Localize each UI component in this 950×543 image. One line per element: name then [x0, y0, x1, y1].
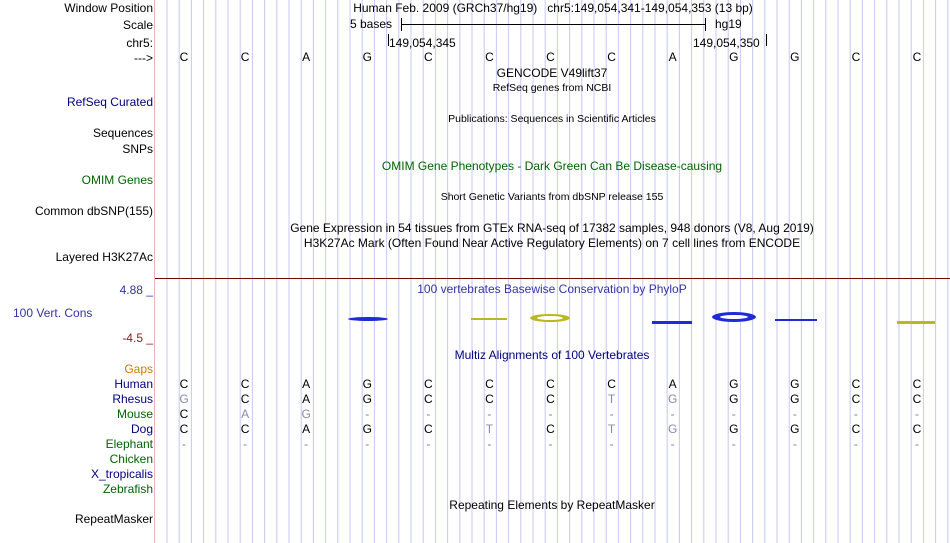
alignment-base: G — [667, 422, 678, 436]
strand-label[interactable]: ---> — [134, 51, 153, 65]
alignment-base: - — [731, 407, 736, 421]
omim-genes-label[interactable]: OMIM Genes — [81, 173, 153, 187]
conservation-label[interactable]: 100 Vert. Cons — [13, 306, 93, 320]
alignment-base: - — [426, 407, 431, 421]
alignment-base: G — [729, 377, 739, 391]
alignment-base: - — [792, 437, 797, 451]
phylop-min-label: -4.5 _ — [122, 331, 153, 345]
coord-right-tick — [766, 34, 767, 46]
gtex-track-title: Gene Expression in 54 tissues from GTEx RNA-seq of 17382 samples, 948 donors (V8, Aug 2019) — [290, 221, 814, 235]
h3k27-track-title: H3K27Ac Mark (Often Found Near Active Regulatory Elements) on 7 cell lines from ENCODE — [303, 236, 801, 250]
assembly-position-text: Human Feb. 2009 (GRCh37/hg19) chr5:149,054,341-149,054,353 (13 bp) — [353, 1, 753, 15]
alignment-base: - — [487, 407, 492, 421]
repeatmasker-track-title: Repeating Elements by RepeatMasker — [449, 498, 655, 512]
alignment-base: - — [670, 407, 675, 421]
alignment-base: C — [485, 377, 494, 391]
alignment-base: C — [851, 377, 861, 391]
alignment-base: - — [853, 407, 858, 421]
scale-bar-tick-left — [401, 18, 402, 31]
alignment-base: - — [670, 437, 675, 451]
scale-bar-tick-right — [705, 18, 706, 31]
alignment-base: C — [423, 392, 433, 406]
logo-c-3-inner — [537, 316, 563, 320]
snps-label[interactable]: SNPs — [122, 142, 153, 156]
coord-left: 149,054,345 — [389, 36, 456, 50]
alignment-base: G — [790, 392, 800, 406]
reference-base: C — [240, 50, 250, 64]
species-label-human[interactable]: Human — [114, 377, 153, 391]
reference-base: C — [607, 50, 616, 64]
alignment-base: G — [790, 377, 800, 391]
reference-base: C — [485, 50, 494, 64]
alignment-base: G — [729, 422, 739, 436]
alignment-base: C — [240, 392, 250, 406]
multiz-track-title: Multiz Alignments of 100 Vertebrates — [454, 348, 650, 362]
species-label-elephant[interactable]: Elephant — [105, 437, 153, 451]
reference-base: G — [362, 50, 372, 64]
logo-bar-4 — [652, 321, 692, 324]
dbsnp-label[interactable]: Common dbSNP(155) — [34, 204, 153, 218]
alignment-base: C — [485, 392, 494, 406]
alignment-base: - — [548, 407, 553, 421]
species-label-rhesus[interactable]: Rhesus — [112, 392, 153, 406]
alignment-base: - — [792, 407, 797, 421]
reference-base: G — [729, 50, 739, 64]
alignment-base: G — [790, 422, 800, 436]
logo-bar-6 — [775, 319, 817, 321]
alignment-base: T — [607, 422, 616, 436]
scale-bar-line — [401, 24, 706, 25]
reference-base: C — [546, 50, 555, 64]
alignment-base: C — [851, 422, 861, 436]
alignment-base: C — [912, 392, 922, 406]
alignment-base: A — [302, 422, 311, 436]
sequences-label[interactable]: Sequences — [92, 126, 153, 140]
alignment-base: G — [362, 422, 372, 436]
scale-bar-db: hg19 — [715, 17, 742, 31]
omim-track-title: OMIM Gene Phenotypes - Dark Green Can Be Disease-causing — [381, 159, 723, 173]
alignment-base: T — [485, 422, 494, 436]
alignment-base: A — [302, 392, 311, 406]
phylop-track-title: 100 vertebrates Basewise Conservation by PhyloP — [417, 282, 687, 296]
scale-label[interactable]: Scale — [122, 18, 153, 32]
reference-base: C — [912, 50, 922, 64]
reference-base: C — [179, 50, 189, 64]
alignment-base: C — [851, 392, 861, 406]
alignment-base: - — [304, 437, 309, 451]
species-label-chicken[interactable]: Chicken — [109, 452, 153, 466]
dbsnp-track-title: Short Genetic Variants from dbSNP release 155 — [440, 191, 664, 203]
alignment-base: C — [607, 377, 616, 391]
alignment-base: - — [609, 407, 614, 421]
alignment-base: A — [302, 377, 311, 391]
alignment-base: - — [365, 437, 370, 451]
alignment-base: C — [546, 422, 555, 436]
species-label-x_tropicalis[interactable]: X_tropicalis — [90, 467, 153, 481]
gencode-track-title[interactable]: GENCODE V49lift37 — [496, 66, 608, 80]
alignment-base: - — [914, 407, 919, 421]
alignment-base: A — [668, 377, 677, 391]
reference-base: C — [423, 50, 433, 64]
alignment-base: - — [487, 437, 492, 451]
alignment-base: - — [853, 437, 858, 451]
phylop-max-label: 4.88 _ — [119, 283, 153, 297]
alignment-base: C — [423, 422, 433, 436]
alignment-base: C — [423, 377, 433, 391]
alignment-base: C — [240, 422, 250, 436]
alignment-base: G — [362, 377, 372, 391]
alignment-base: C — [912, 377, 922, 391]
coord-right: 149,054,350 — [693, 36, 760, 50]
alignment-base: C — [179, 377, 189, 391]
alignment-base: - — [426, 437, 431, 451]
alignment-base: C — [546, 377, 555, 391]
alignment-base: C — [912, 422, 922, 436]
reference-base: G — [790, 50, 800, 64]
refseq-track-title: RefSeq genes from NCBI — [492, 82, 612, 94]
chrom-label[interactable]: chr5: — [126, 36, 153, 50]
phylop-logo — [155, 305, 950, 330]
alignment-base: - — [914, 437, 919, 451]
alignment-base: - — [365, 407, 370, 421]
alignment-base: - — [731, 437, 736, 451]
alignment-base: - — [548, 437, 553, 451]
publications-track-title: Publications: Sequences in Scientific Articles — [448, 113, 656, 125]
logo-bar-7 — [897, 321, 935, 324]
reference-base: A — [302, 50, 311, 64]
alignment-base: - — [182, 437, 186, 451]
alignment-base: T — [607, 392, 616, 406]
alignment-base: C — [179, 422, 189, 436]
scale-bar-text: 5 bases — [350, 17, 393, 31]
alignment-base: C — [546, 392, 555, 406]
species-label-zebrafish[interactable]: Zebrafish — [102, 482, 153, 496]
alignment-base: G — [362, 392, 372, 406]
track-divider — [155, 278, 950, 279]
alignment-base: G — [301, 407, 311, 421]
alignment-base: - — [243, 437, 248, 451]
species-label-mouse[interactable]: Mouse — [116, 407, 153, 421]
logo-g-1 — [348, 317, 388, 321]
gaps-label[interactable]: Gaps — [124, 362, 153, 376]
logo-g-5-inner — [720, 315, 748, 319]
repeatmasker-label[interactable]: RepeatMasker — [74, 512, 153, 526]
window-position-label[interactable]: Window Position — [64, 1, 153, 15]
left-edge-line — [154, 0, 155, 543]
alignment-base: C — [240, 377, 250, 391]
species-label-dog[interactable]: Dog — [130, 422, 153, 436]
alignment-base: G — [729, 392, 739, 406]
h3k27-label[interactable]: Layered H3K27Ac — [55, 250, 153, 264]
logo-bar-2 — [471, 318, 507, 320]
reference-base: A — [668, 50, 677, 64]
alignment-base: G — [667, 392, 678, 406]
refseq-curated-label[interactable]: RefSeq Curated — [66, 95, 153, 109]
alignment-base: G — [179, 392, 189, 406]
reference-base: C — [851, 50, 861, 64]
alignment-base: - — [609, 437, 614, 451]
alignment-base: A — [241, 407, 250, 421]
alignment-base: C — [179, 407, 189, 421]
